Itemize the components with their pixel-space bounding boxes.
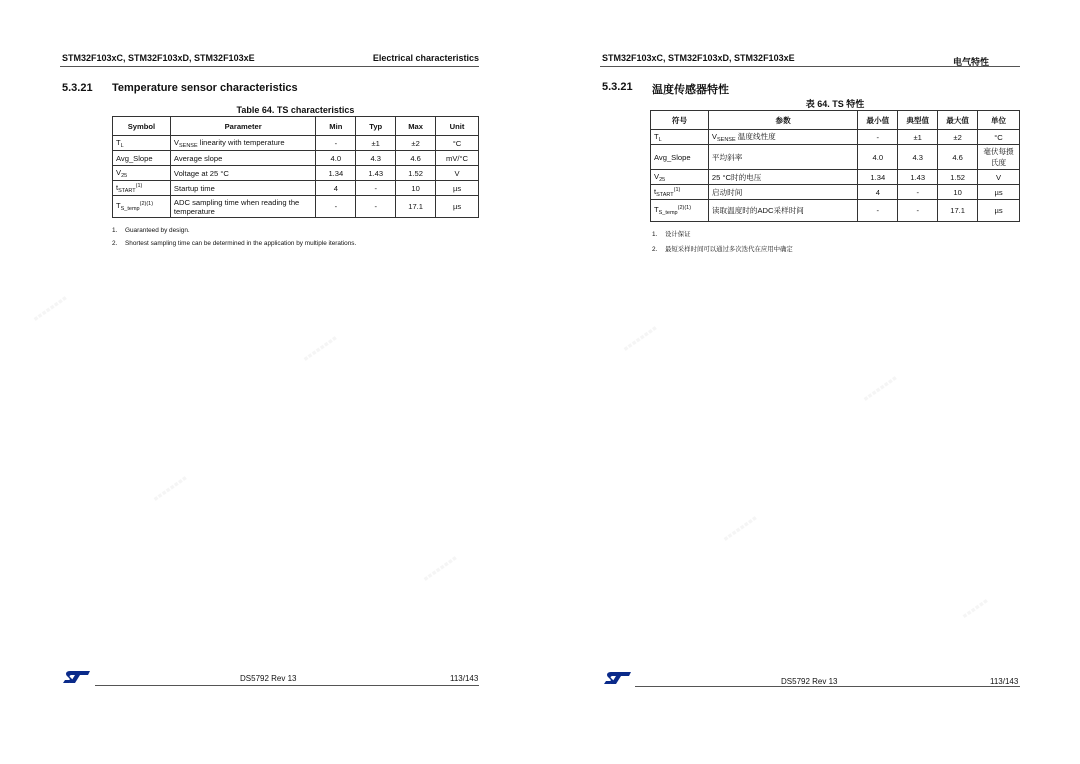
st-logo: [603, 671, 633, 685]
symbol-subscript: 25: [121, 172, 128, 179]
symbol-superscript: (1): [135, 182, 143, 189]
symbol-superscript: (1): [673, 186, 681, 193]
cell-unit: µs: [978, 185, 1020, 200]
cell-unit: V: [978, 170, 1020, 185]
table-notes: [652, 229, 793, 259]
table-row: [113, 151, 479, 166]
cell-unit: °C: [436, 136, 479, 151]
section-title: 温度传感器特性: [652, 84, 729, 96]
cell-typ: -: [356, 181, 396, 196]
column-header: Unit: [436, 117, 479, 136]
symbol-main: V: [116, 167, 122, 177]
section-number: 5.3.21: [62, 82, 93, 94]
cell-unit: µs: [436, 181, 479, 196]
table-row: [651, 145, 1020, 170]
footer-doc-id: DS5792 Rev 13: [781, 677, 838, 686]
header-title: STM32F103xC, STM32F103xD, STM32F103xE: [62, 53, 255, 63]
symbol-main: t: [116, 182, 119, 192]
cell-parameter: [708, 130, 857, 145]
cell-typ: -: [898, 200, 938, 222]
cell-min: 4.0: [858, 145, 898, 170]
footnote: [652, 229, 793, 238]
table-row: [651, 185, 1020, 200]
symbol-main: Avg_Slope: [654, 152, 691, 162]
cell-min: -: [316, 136, 356, 151]
symbol-subscript: L: [120, 142, 124, 149]
cell-typ: 4.3: [898, 145, 938, 170]
table-row: [113, 166, 479, 181]
cell-parameter: [708, 200, 857, 222]
column-header: 单位: [978, 111, 1020, 130]
cell-unit: mV/°C: [436, 151, 479, 166]
column-header: Symbol: [113, 117, 171, 136]
cell-min: -: [858, 130, 898, 145]
cell-symbol: [651, 200, 709, 222]
parameter-subscript: SENSE: [717, 137, 736, 143]
cell-max: 1.52: [396, 166, 436, 181]
footnote-text: 设计保证: [665, 231, 691, 238]
table-row: [113, 196, 479, 218]
footer-rule: [635, 686, 1020, 687]
parameter-main: 读取温度时的ADC采样时间: [711, 206, 804, 215]
column-header: 典型值: [898, 111, 938, 130]
cell-max: 17.1: [396, 196, 436, 218]
table-row: [651, 130, 1020, 145]
cell-symbol: [113, 181, 171, 196]
cell-parameter: [170, 181, 315, 196]
cell-typ: ±1: [898, 130, 938, 145]
cell-typ: 1.43: [356, 166, 396, 181]
cell-max: 4.6: [938, 145, 978, 170]
column-header: Typ: [356, 117, 396, 136]
column-header: Min: [316, 117, 356, 136]
cell-typ: ±1: [356, 136, 396, 151]
cell-symbol: [651, 130, 709, 145]
column-header: Parameter: [170, 117, 315, 136]
table-row: [113, 181, 479, 196]
table-row: [651, 200, 1020, 222]
parameter-main: Average slope: [173, 153, 223, 163]
parameter-main: Startup time: [173, 183, 215, 193]
symbol-main: T: [654, 205, 659, 214]
cell-parameter: [708, 145, 857, 170]
cell-max: 10: [938, 185, 978, 200]
symbol-main: T: [116, 201, 121, 210]
column-header: 符号: [651, 111, 709, 130]
footnote-number: 2.: [112, 240, 118, 247]
symbol-main: T: [654, 131, 659, 141]
symbol-main: t: [654, 186, 657, 196]
cell-unit: °C: [978, 130, 1020, 145]
ts-characteristics-table: [112, 116, 479, 218]
cell-typ: 4.3: [356, 151, 396, 166]
symbol-main: T: [116, 137, 121, 147]
footer-rule: [95, 685, 479, 686]
page-chinese: [540, 0, 1080, 764]
cell-symbol: [113, 151, 171, 166]
symbol-subscript: START: [118, 187, 136, 194]
cell-parameter: [170, 166, 315, 181]
cell-typ: 1.43: [898, 170, 938, 185]
table-caption: Table 64. TS characteristics: [236, 105, 355, 115]
cell-min: 1.34: [858, 170, 898, 185]
table-header-row: [113, 117, 479, 136]
parameter-main: 25 °C时的电压: [711, 172, 762, 182]
cell-min: 1.34: [316, 166, 356, 181]
cell-min: 4: [858, 185, 898, 200]
cell-max: 1.52: [938, 170, 978, 185]
cell-symbol: [651, 145, 709, 170]
table-row: [113, 136, 479, 151]
column-header: Max: [396, 117, 436, 136]
header-rule: [600, 66, 1020, 67]
cell-unit: µs: [436, 196, 479, 218]
cell-max: 4.6: [396, 151, 436, 166]
cell-min: -: [316, 196, 356, 218]
cell-min: -: [858, 200, 898, 222]
cell-symbol: [651, 170, 709, 185]
table-row: [651, 170, 1020, 185]
symbol-main: V: [654, 171, 660, 181]
cell-unit: V: [436, 166, 479, 181]
footer-page-number: 113/143: [450, 674, 479, 683]
cell-typ: -: [356, 196, 396, 218]
cell-symbol: [651, 185, 709, 200]
footnote: [112, 240, 356, 247]
cell-symbol: [113, 136, 171, 151]
cell-symbol: [113, 196, 171, 218]
parameter-rest: linearity with temperature: [197, 137, 285, 147]
column-header: 参数: [708, 111, 857, 130]
cell-unit: 毫伏每摄氏度: [978, 145, 1020, 170]
cell-min: 4: [316, 181, 356, 196]
symbol-superscript: (2)(1): [139, 201, 154, 207]
footnote-number: 1.: [112, 227, 118, 234]
header-rule: [60, 66, 479, 67]
st-logo: [62, 670, 92, 684]
parameter-subscript: SENSE: [179, 142, 198, 149]
cell-parameter: [170, 151, 315, 166]
cell-max: ±2: [396, 136, 436, 151]
footnote-number: 1.: [652, 231, 658, 238]
symbol-subscript: START: [656, 191, 674, 198]
parameter-main: V: [173, 137, 179, 147]
header-title: STM32F103xC, STM32F103xD, STM32F103xE: [602, 53, 795, 63]
parameter-main: 启动时间: [711, 187, 743, 197]
cell-max: ±2: [938, 130, 978, 145]
footnote: [112, 227, 356, 234]
section-title: Temperature sensor characteristics: [112, 82, 298, 94]
symbol-main: Avg_Slope: [116, 153, 153, 163]
parameter-rest: 温度线性度: [735, 132, 776, 141]
footnote-text: 最短采样时间可以通过多次迭代在应用中确定: [665, 246, 793, 253]
ts-characteristics-table: [650, 110, 1020, 222]
cell-min: 4.0: [316, 151, 356, 166]
parameter-main: 平均斜率: [711, 152, 743, 162]
cell-max: 17.1: [938, 200, 978, 222]
cell-symbol: [113, 166, 171, 181]
symbol-superscript: (2)(1): [677, 205, 692, 211]
header-section: 电气特性: [952, 57, 989, 67]
symbol-subscript: S_temp: [658, 210, 678, 216]
footer-doc-id: DS5792 Rev 13: [240, 674, 297, 683]
footnote: [652, 244, 793, 253]
cell-typ: -: [898, 185, 938, 200]
parameter-main: ADC sampling time when reading the temperature: [173, 197, 300, 216]
parameter-main: V: [711, 132, 717, 141]
footnote-text: Guaranteed by design.: [125, 227, 190, 234]
symbol-subscript: S_temp: [120, 206, 140, 212]
footnote-number: 2.: [652, 246, 658, 253]
table-header-row: [651, 111, 1020, 130]
symbol-subscript: L: [658, 136, 662, 143]
footnote-text: Shortest sampling time can be determined in the application by multiple iterations.: [125, 240, 357, 247]
cell-parameter: [708, 185, 857, 200]
section-number: 5.3.21: [602, 81, 633, 93]
table-caption: 表 64. TS 特性: [805, 99, 865, 109]
column-header: 最大值: [938, 111, 978, 130]
cell-parameter: [708, 170, 857, 185]
table-notes: [112, 227, 356, 253]
cell-max: 10: [396, 181, 436, 196]
symbol-subscript: 25: [659, 176, 666, 183]
cell-parameter: [170, 136, 315, 151]
parameter-main: Voltage at 25 °C: [173, 168, 229, 178]
cell-unit: µs: [978, 200, 1020, 222]
column-header: 最小值: [858, 111, 898, 130]
cell-parameter: [170, 196, 315, 218]
footer-page-number: 113/143: [990, 677, 1019, 686]
header-section: Electrical characteristics: [372, 53, 479, 63]
